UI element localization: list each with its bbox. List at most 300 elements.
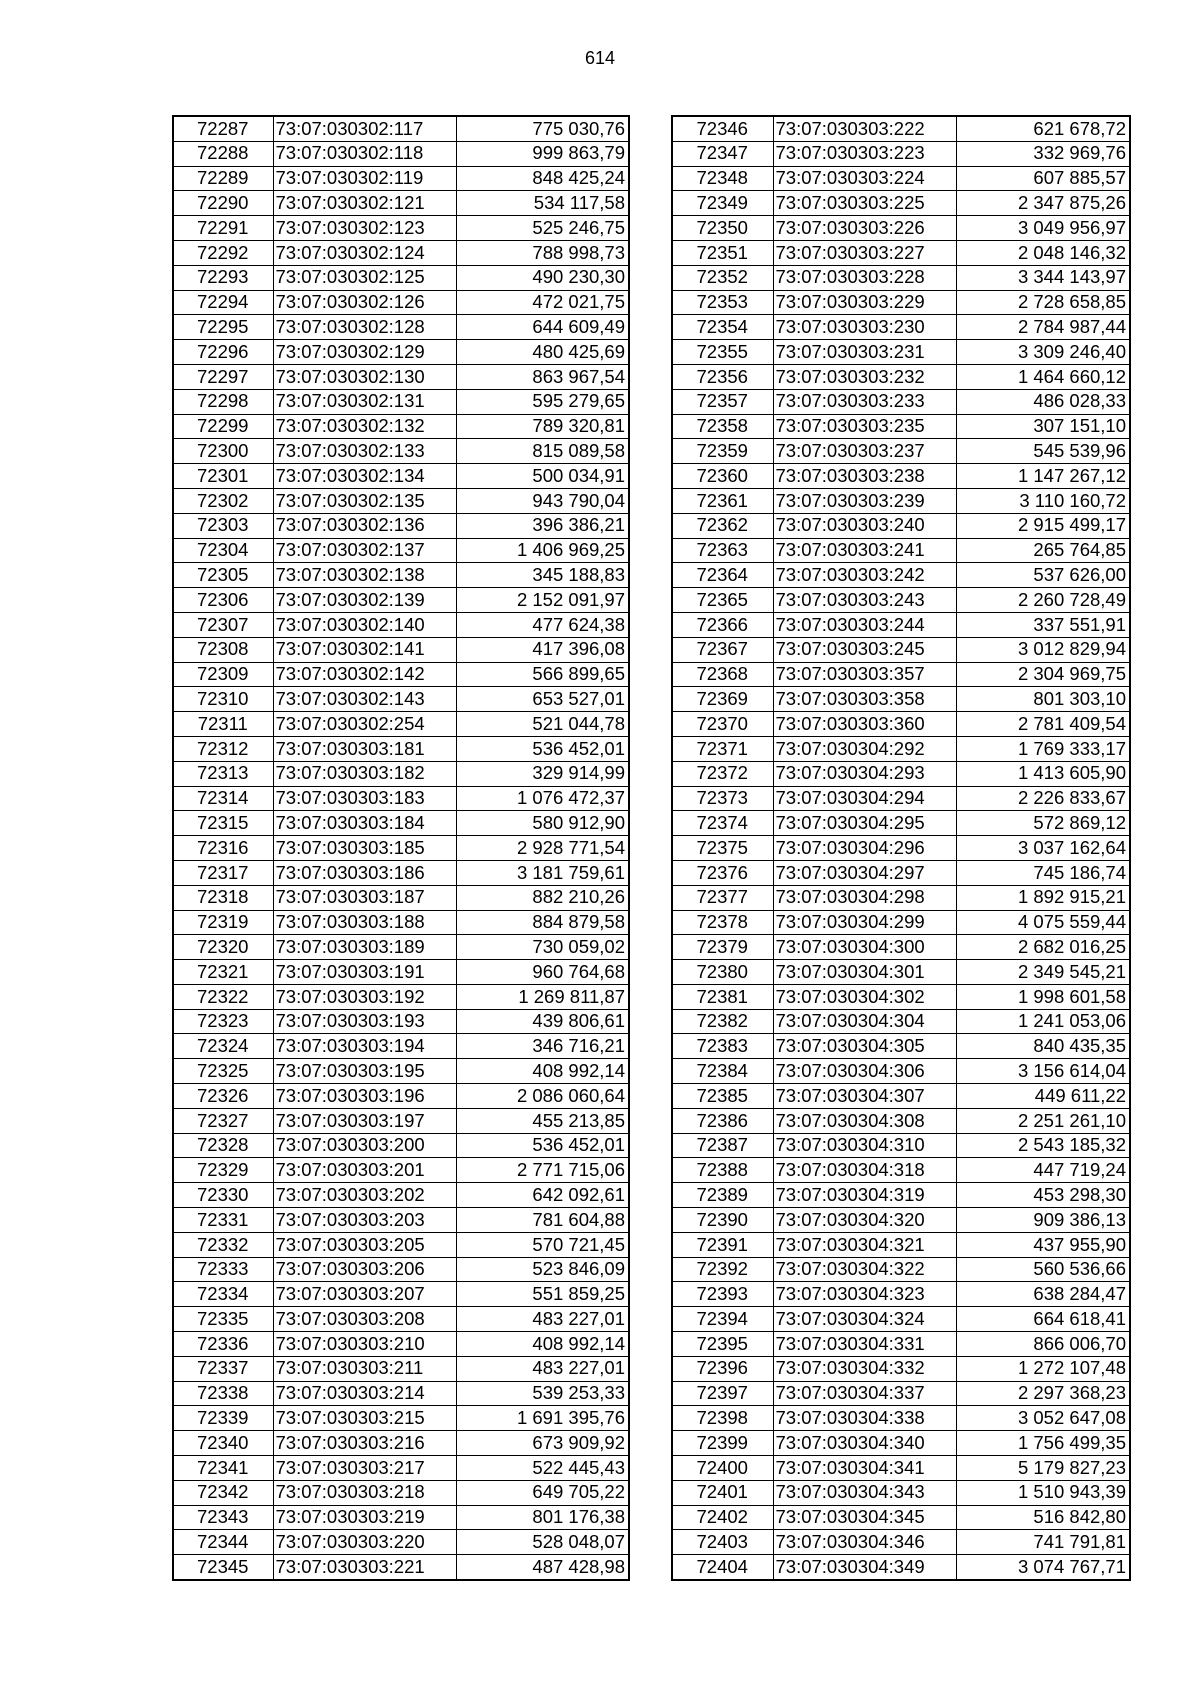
value-cell: 789 320,81 xyxy=(456,414,629,439)
value-cell: 525 246,75 xyxy=(456,216,629,241)
cadastral-number-cell: 73:07:030303:223 xyxy=(773,141,956,166)
table-row xyxy=(173,736,629,761)
value-cell: 329 914,99 xyxy=(456,761,629,786)
table-row xyxy=(672,389,1130,414)
row-number-cell: 72304 xyxy=(173,538,273,563)
cadastral-number-cell: 73:07:030303:360 xyxy=(773,712,956,737)
table-row xyxy=(672,1108,1130,1133)
cadastral-number-cell: 73:07:030302:124 xyxy=(273,240,456,265)
value-cell: 570 721,45 xyxy=(456,1232,629,1257)
row-number-cell: 72299 xyxy=(173,414,273,439)
cadastral-number-cell: 73:07:030302:134 xyxy=(273,464,456,489)
cadastral-number-cell: 73:07:030303:208 xyxy=(273,1307,456,1332)
value-cell: 480 425,69 xyxy=(456,340,629,365)
cadastral-number-cell: 73:07:030303:201 xyxy=(273,1158,456,1183)
table-row xyxy=(173,265,629,290)
table-row xyxy=(672,662,1130,687)
value-cell: 866 006,70 xyxy=(956,1332,1130,1357)
cadastral-number-cell: 73:07:030304:349 xyxy=(773,1555,956,1580)
cadastral-number-cell: 73:07:030303:197 xyxy=(273,1108,456,1133)
cadastral-number-cell: 73:07:030302:142 xyxy=(273,662,456,687)
cadastral-number-cell: 73:07:030302:126 xyxy=(273,290,456,315)
cadastral-number-cell: 73:07:030303:235 xyxy=(773,414,956,439)
value-cell: 653 527,01 xyxy=(456,687,629,712)
cadastral-number-cell: 73:07:030303:357 xyxy=(773,662,956,687)
row-number-cell: 72291 xyxy=(173,216,273,241)
table-row xyxy=(173,464,629,489)
row-number-cell: 72381 xyxy=(672,984,773,1009)
cadastral-number-cell: 73:07:030302:121 xyxy=(273,191,456,216)
value-cell: 1 272 107,48 xyxy=(956,1356,1130,1381)
table-row xyxy=(173,1480,629,1505)
value-cell: 396 386,21 xyxy=(456,513,629,538)
table-row xyxy=(672,191,1130,216)
row-number-cell: 72305 xyxy=(173,563,273,588)
value-cell: 642 092,61 xyxy=(456,1183,629,1208)
row-number-cell: 72346 xyxy=(672,116,773,141)
row-number-cell: 72374 xyxy=(672,811,773,836)
value-cell: 500 034,91 xyxy=(456,464,629,489)
value-cell: 486 028,33 xyxy=(956,389,1130,414)
table-row xyxy=(672,860,1130,885)
row-number-cell: 72300 xyxy=(173,439,273,464)
row-number-cell: 72324 xyxy=(173,1034,273,1059)
cadastral-number-cell: 73:07:030304:305 xyxy=(773,1034,956,1059)
table-row xyxy=(173,885,629,910)
value-cell: 801 303,10 xyxy=(956,687,1130,712)
cadastral-number-cell: 73:07:030303:230 xyxy=(773,315,956,340)
table-row xyxy=(173,513,629,538)
cadastral-number-cell: 73:07:030302:123 xyxy=(273,216,456,241)
value-cell: 307 151,10 xyxy=(956,414,1130,439)
cadastral-number-cell: 73:07:030303:189 xyxy=(273,935,456,960)
table-row xyxy=(173,116,629,141)
table-row xyxy=(672,488,1130,513)
value-cell: 1 076 472,37 xyxy=(456,786,629,811)
value-cell: 673 909,92 xyxy=(456,1431,629,1456)
table-row xyxy=(173,1282,629,1307)
table-row xyxy=(672,637,1130,662)
cadastral-number-cell: 73:07:030303:205 xyxy=(273,1232,456,1257)
row-number-cell: 72332 xyxy=(173,1232,273,1257)
cadastral-number-cell: 73:07:030302:117 xyxy=(273,116,456,141)
table-row xyxy=(672,439,1130,464)
value-cell: 2 784 987,44 xyxy=(956,315,1130,340)
cadastral-number-cell: 73:07:030304:331 xyxy=(773,1332,956,1357)
cadastral-number-cell: 73:07:030304:338 xyxy=(773,1406,956,1431)
value-cell: 265 764,85 xyxy=(956,538,1130,563)
table-row xyxy=(672,588,1130,613)
table-row xyxy=(672,885,1130,910)
row-number-cell: 72341 xyxy=(173,1456,273,1481)
cadastral-number-cell: 73:07:030303:215 xyxy=(273,1406,456,1431)
table-row xyxy=(173,984,629,1009)
row-number-cell: 72376 xyxy=(672,860,773,885)
value-cell: 3 037 162,64 xyxy=(956,836,1130,861)
table-row xyxy=(173,860,629,885)
value-cell: 3 074 767,71 xyxy=(956,1555,1130,1580)
row-number-cell: 72352 xyxy=(672,265,773,290)
value-cell: 1 691 395,76 xyxy=(456,1406,629,1431)
table-row xyxy=(173,290,629,315)
value-cell: 607 885,57 xyxy=(956,166,1130,191)
row-number-cell: 72307 xyxy=(173,612,273,637)
value-cell: 2 771 715,06 xyxy=(456,1158,629,1183)
row-number-cell: 72355 xyxy=(672,340,773,365)
row-number-cell: 72377 xyxy=(672,885,773,910)
row-number-cell: 72344 xyxy=(173,1530,273,1555)
row-number-cell: 72391 xyxy=(672,1232,773,1257)
table-row xyxy=(173,1431,629,1456)
cadastral-number-cell: 73:07:030303:358 xyxy=(773,687,956,712)
cadastral-number-cell: 73:07:030303:181 xyxy=(273,736,456,761)
table-row xyxy=(672,687,1130,712)
value-cell: 2 728 658,85 xyxy=(956,290,1130,315)
value-cell: 439 806,61 xyxy=(456,1009,629,1034)
row-number-cell: 72378 xyxy=(672,910,773,935)
table-row xyxy=(672,1555,1130,1580)
value-cell: 453 298,30 xyxy=(956,1183,1130,1208)
value-cell: 649 705,22 xyxy=(456,1480,629,1505)
cadastral-number-cell: 73:07:030302:140 xyxy=(273,612,456,637)
table-row xyxy=(173,1332,629,1357)
cadastral-number-cell: 73:07:030304:308 xyxy=(773,1108,956,1133)
cadastral-number-cell: 73:07:030303:243 xyxy=(773,588,956,613)
table-row xyxy=(173,1406,629,1431)
row-number-cell: 72326 xyxy=(173,1084,273,1109)
cadastral-number-cell: 73:07:030303:226 xyxy=(773,216,956,241)
cadastral-number-cell: 73:07:030303:219 xyxy=(273,1505,456,1530)
row-number-cell: 72397 xyxy=(672,1381,773,1406)
value-cell: 1 413 605,90 xyxy=(956,761,1130,786)
row-number-cell: 72402 xyxy=(672,1505,773,1530)
value-cell: 2 347 875,26 xyxy=(956,191,1130,216)
value-cell: 1 464 660,12 xyxy=(956,364,1130,389)
row-number-cell: 72292 xyxy=(173,240,273,265)
cadastral-number-cell: 73:07:030303:184 xyxy=(273,811,456,836)
table-row xyxy=(672,960,1130,985)
cadastral-number-cell: 73:07:030303:239 xyxy=(773,488,956,513)
table-row xyxy=(173,935,629,960)
row-number-cell: 72388 xyxy=(672,1158,773,1183)
cadastral-number-cell: 73:07:030303:202 xyxy=(273,1183,456,1208)
row-number-cell: 72339 xyxy=(173,1406,273,1431)
cadastral-number-cell: 73:07:030304:293 xyxy=(773,761,956,786)
row-number-cell: 72297 xyxy=(173,364,273,389)
cadastral-number-cell: 73:07:030302:137 xyxy=(273,538,456,563)
value-cell: 2 682 016,25 xyxy=(956,935,1130,960)
row-number-cell: 72349 xyxy=(672,191,773,216)
value-cell: 408 992,14 xyxy=(456,1332,629,1357)
value-cell: 1 769 333,17 xyxy=(956,736,1130,761)
row-number-cell: 72382 xyxy=(672,1009,773,1034)
cadastral-number-cell: 73:07:030304:340 xyxy=(773,1431,956,1456)
row-number-cell: 72394 xyxy=(672,1307,773,1332)
table-row xyxy=(672,786,1130,811)
row-number-cell: 72401 xyxy=(672,1480,773,1505)
row-number-cell: 72360 xyxy=(672,464,773,489)
row-number-cell: 72393 xyxy=(672,1282,773,1307)
cadastral-number-cell: 73:07:030303:222 xyxy=(773,116,956,141)
table-row xyxy=(173,1158,629,1183)
value-cell: 3 344 143,97 xyxy=(956,265,1130,290)
table-row xyxy=(672,935,1130,960)
table-row xyxy=(173,811,629,836)
cadastral-number-cell: 73:07:030304:302 xyxy=(773,984,956,1009)
row-number-cell: 72311 xyxy=(173,712,273,737)
value-cell: 3 049 956,97 xyxy=(956,216,1130,241)
table-row xyxy=(672,1406,1130,1431)
cadastral-number-cell: 73:07:030304:299 xyxy=(773,910,956,935)
table-row xyxy=(672,340,1130,365)
cadastral-number-cell: 73:07:030304:323 xyxy=(773,1282,956,1307)
cadastral-number-cell: 73:07:030304:307 xyxy=(773,1084,956,1109)
value-cell: 621 678,72 xyxy=(956,116,1130,141)
value-cell: 3 181 759,61 xyxy=(456,860,629,885)
value-cell: 580 912,90 xyxy=(456,811,629,836)
value-cell: 2 260 728,49 xyxy=(956,588,1130,613)
table-row xyxy=(672,265,1130,290)
row-number-cell: 72373 xyxy=(672,786,773,811)
row-number-cell: 72333 xyxy=(173,1257,273,1282)
value-cell: 516 842,80 xyxy=(956,1505,1130,1530)
cadastral-number-cell: 73:07:030304:292 xyxy=(773,736,956,761)
row-number-cell: 72329 xyxy=(173,1158,273,1183)
cadastral-number-cell: 73:07:030304:345 xyxy=(773,1505,956,1530)
value-cell: 490 230,30 xyxy=(456,265,629,290)
value-cell: 1 998 601,58 xyxy=(956,984,1130,1009)
value-cell: 2 048 146,32 xyxy=(956,240,1130,265)
value-cell: 664 618,41 xyxy=(956,1307,1130,1332)
value-cell: 528 048,07 xyxy=(456,1530,629,1555)
cadastral-number-cell: 73:07:030303:193 xyxy=(273,1009,456,1034)
value-cell: 345 188,83 xyxy=(456,563,629,588)
cadastral-number-cell: 73:07:030303:185 xyxy=(273,836,456,861)
table-row xyxy=(173,637,629,662)
row-number-cell: 72298 xyxy=(173,389,273,414)
cadastral-number-cell: 73:07:030304:310 xyxy=(773,1133,956,1158)
table-row xyxy=(173,1505,629,1530)
cadastral-number-cell: 73:07:030304:300 xyxy=(773,935,956,960)
cadastral-number-cell: 73:07:030303:229 xyxy=(773,290,956,315)
value-cell: 999 863,79 xyxy=(456,141,629,166)
row-number-cell: 72380 xyxy=(672,960,773,985)
row-number-cell: 72340 xyxy=(173,1431,273,1456)
row-number-cell: 72308 xyxy=(173,637,273,662)
value-cell: 781 604,88 xyxy=(456,1208,629,1233)
row-number-cell: 72400 xyxy=(672,1456,773,1481)
value-cell: 566 899,65 xyxy=(456,662,629,687)
row-number-cell: 72323 xyxy=(173,1009,273,1034)
row-number-cell: 72347 xyxy=(672,141,773,166)
table-row xyxy=(672,1034,1130,1059)
table-row xyxy=(173,836,629,861)
table-row xyxy=(672,1505,1130,1530)
table-row xyxy=(173,910,629,935)
table-row xyxy=(173,1133,629,1158)
table-row xyxy=(672,464,1130,489)
cadastral-number-cell: 73:07:030304:298 xyxy=(773,885,956,910)
table-row xyxy=(173,960,629,985)
table-row xyxy=(173,538,629,563)
row-number-cell: 72356 xyxy=(672,364,773,389)
table-row xyxy=(672,1084,1130,1109)
value-cell: 536 452,01 xyxy=(456,736,629,761)
row-number-cell: 72396 xyxy=(672,1356,773,1381)
cadastral-number-cell: 73:07:030302:131 xyxy=(273,389,456,414)
row-number-cell: 72350 xyxy=(672,216,773,241)
cadastral-number-cell: 73:07:030302:138 xyxy=(273,563,456,588)
row-number-cell: 72398 xyxy=(672,1406,773,1431)
cadastral-number-cell: 73:07:030304:320 xyxy=(773,1208,956,1233)
row-number-cell: 72384 xyxy=(672,1059,773,1084)
row-number-cell: 72404 xyxy=(672,1555,773,1580)
table-row xyxy=(173,1530,629,1555)
row-number-cell: 72348 xyxy=(672,166,773,191)
row-number-cell: 72359 xyxy=(672,439,773,464)
cadastral-number-cell: 73:07:030303:216 xyxy=(273,1431,456,1456)
row-number-cell: 72395 xyxy=(672,1332,773,1357)
cadastral-number-cell: 73:07:030303:188 xyxy=(273,910,456,935)
cadastral-number-cell: 73:07:030303:233 xyxy=(773,389,956,414)
row-number-cell: 72301 xyxy=(173,464,273,489)
value-cell: 483 227,01 xyxy=(456,1307,629,1332)
cadastral-table-left xyxy=(172,115,630,1581)
value-cell: 2 251 261,10 xyxy=(956,1108,1130,1133)
value-cell: 3 012 829,94 xyxy=(956,637,1130,662)
cadastral-number-cell: 73:07:030303:218 xyxy=(273,1480,456,1505)
value-cell: 523 846,09 xyxy=(456,1257,629,1282)
value-cell: 337 551,91 xyxy=(956,612,1130,637)
table-row xyxy=(173,1555,629,1580)
table-row xyxy=(672,1332,1130,1357)
row-number-cell: 72364 xyxy=(672,563,773,588)
value-cell: 2 781 409,54 xyxy=(956,712,1130,737)
row-number-cell: 72353 xyxy=(672,290,773,315)
value-cell: 455 213,85 xyxy=(456,1108,629,1133)
value-cell: 545 539,96 xyxy=(956,439,1130,464)
value-cell: 2 304 969,75 xyxy=(956,662,1130,687)
table-row xyxy=(173,1108,629,1133)
cadastral-number-cell: 73:07:030303:224 xyxy=(773,166,956,191)
table-row xyxy=(672,1257,1130,1282)
value-cell: 346 716,21 xyxy=(456,1034,629,1059)
value-cell: 1 406 969,25 xyxy=(456,538,629,563)
cadastral-number-cell: 73:07:030303:245 xyxy=(773,637,956,662)
value-cell: 863 967,54 xyxy=(456,364,629,389)
value-cell: 537 626,00 xyxy=(956,563,1130,588)
table-row xyxy=(672,563,1130,588)
table-row xyxy=(672,290,1130,315)
table-row xyxy=(173,389,629,414)
cadastral-number-cell: 73:07:030304:296 xyxy=(773,836,956,861)
row-number-cell: 72357 xyxy=(672,389,773,414)
table-row xyxy=(173,141,629,166)
table-row xyxy=(173,216,629,241)
cadastral-number-cell: 73:07:030304:346 xyxy=(773,1530,956,1555)
cadastral-number-cell: 73:07:030303:241 xyxy=(773,538,956,563)
row-number-cell: 72303 xyxy=(173,513,273,538)
table-row xyxy=(672,1208,1130,1233)
cadastral-number-cell: 73:07:030303:192 xyxy=(273,984,456,1009)
cadastral-number-cell: 73:07:030304:295 xyxy=(773,811,956,836)
value-cell: 638 284,47 xyxy=(956,1282,1130,1307)
value-cell: 560 536,66 xyxy=(956,1257,1130,1282)
table-row xyxy=(173,712,629,737)
cadastral-number-cell: 73:07:030303:221 xyxy=(273,1555,456,1580)
row-number-cell: 72386 xyxy=(672,1108,773,1133)
table-row xyxy=(672,141,1130,166)
row-number-cell: 72375 xyxy=(672,836,773,861)
table-row xyxy=(672,712,1130,737)
value-cell: 1 756 499,35 xyxy=(956,1431,1130,1456)
row-number-cell: 72293 xyxy=(173,265,273,290)
table-row xyxy=(173,414,629,439)
cadastral-number-cell: 73:07:030302:119 xyxy=(273,166,456,191)
table-row xyxy=(173,1381,629,1406)
value-cell: 788 998,73 xyxy=(456,240,629,265)
table-row xyxy=(672,612,1130,637)
cadastral-number-cell: 73:07:030303:191 xyxy=(273,960,456,985)
row-number-cell: 72392 xyxy=(672,1257,773,1282)
value-cell: 5 179 827,23 xyxy=(956,1456,1130,1481)
cadastral-number-cell: 73:07:030303:231 xyxy=(773,340,956,365)
row-number-cell: 72369 xyxy=(672,687,773,712)
value-cell: 943 790,04 xyxy=(456,488,629,513)
row-number-cell: 72371 xyxy=(672,736,773,761)
cadastral-number-cell: 73:07:030303:206 xyxy=(273,1257,456,1282)
cadastral-number-cell: 73:07:030303:242 xyxy=(773,563,956,588)
value-cell: 1 241 053,06 xyxy=(956,1009,1130,1034)
cadastral-number-cell: 73:07:030303:244 xyxy=(773,612,956,637)
value-cell: 447 719,24 xyxy=(956,1158,1130,1183)
value-cell: 572 869,12 xyxy=(956,811,1130,836)
row-number-cell: 72343 xyxy=(173,1505,273,1530)
row-number-cell: 72309 xyxy=(173,662,273,687)
value-cell: 3 309 246,40 xyxy=(956,340,1130,365)
table-row xyxy=(173,439,629,464)
cadastral-number-cell: 73:07:030303:240 xyxy=(773,513,956,538)
cadastral-number-cell: 73:07:030304:301 xyxy=(773,960,956,985)
cadastral-number-cell: 73:07:030302:133 xyxy=(273,439,456,464)
table-row xyxy=(672,116,1130,141)
row-number-cell: 72302 xyxy=(173,488,273,513)
value-cell: 2 915 499,17 xyxy=(956,513,1130,538)
value-cell: 477 624,38 xyxy=(456,612,629,637)
row-number-cell: 72288 xyxy=(173,141,273,166)
table-row xyxy=(672,1183,1130,1208)
row-number-cell: 72314 xyxy=(173,786,273,811)
table-row xyxy=(672,364,1130,389)
table-row xyxy=(173,612,629,637)
cadastral-number-cell: 73:07:030303:211 xyxy=(273,1356,456,1381)
table-row xyxy=(173,364,629,389)
cadastral-number-cell: 73:07:030303:225 xyxy=(773,191,956,216)
table-row xyxy=(672,836,1130,861)
cadastral-number-cell: 73:07:030303:187 xyxy=(273,885,456,910)
cadastral-number-cell: 73:07:030303:210 xyxy=(273,1332,456,1357)
row-number-cell: 72287 xyxy=(173,116,273,141)
table-row xyxy=(672,761,1130,786)
row-number-cell: 72312 xyxy=(173,736,273,761)
row-number-cell: 72338 xyxy=(173,1381,273,1406)
row-number-cell: 72365 xyxy=(672,588,773,613)
table-row xyxy=(173,1009,629,1034)
row-number-cell: 72372 xyxy=(672,761,773,786)
table-row xyxy=(173,1183,629,1208)
cadastral-number-cell: 73:07:030303:227 xyxy=(773,240,956,265)
value-cell: 909 386,13 xyxy=(956,1208,1130,1233)
